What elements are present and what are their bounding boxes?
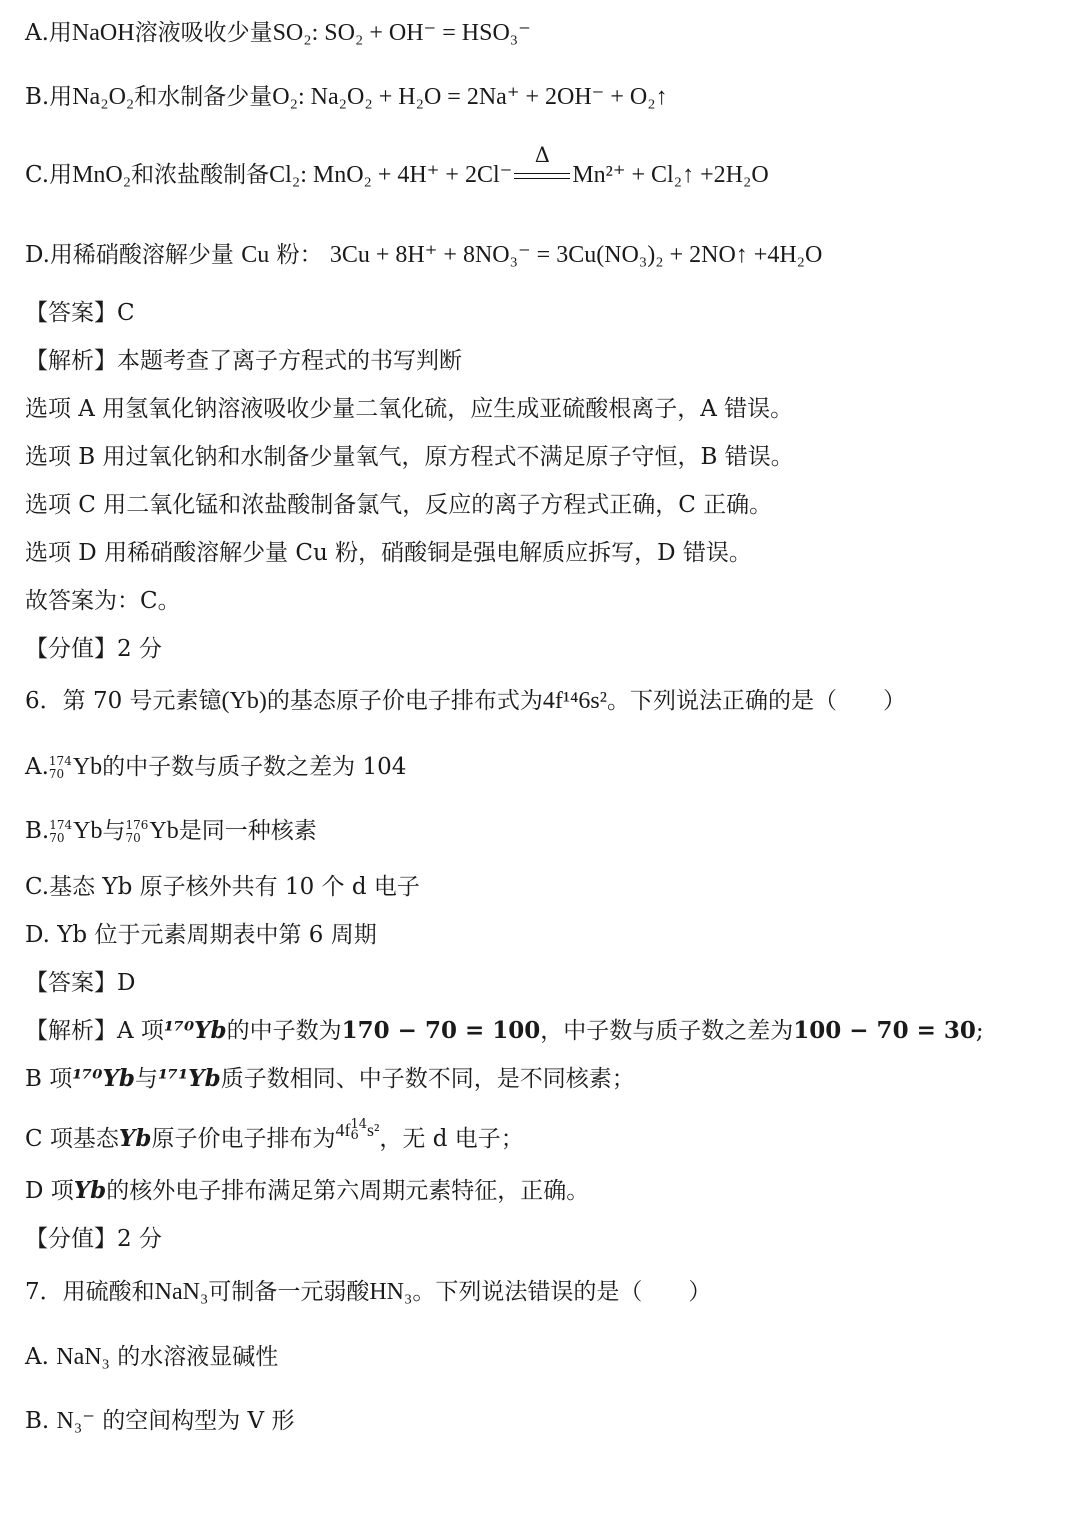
nuclide-notation: 176 70 [125,818,149,845]
q5-d-equation-rhs: 3Cu(NO₃)₂ + 2NO↑ +4H₂O [556,242,823,268]
q6-option-b: B. 174 70 Yb与 176 70 Yb是同一种核素 [25,818,317,845]
q5-analysis-title: 【解析】本题考查了离子方程式的书写判断 [25,348,462,374]
q6-answer: 【答案】D [25,970,136,996]
q6-analysis-a: 【解析】A 项¹⁷⁰Yb的中子数为170 − 70 = 100，中子数与质子数之差为100 − 70 = 30; [25,1017,984,1044]
q5-c-equation-rhs: Mn²⁺ + Cl₂↑ +2H₂O [572,162,769,188]
nuclide-notation: 174 70 [49,818,73,845]
nuclide-notation: 174 70 [48,754,72,781]
q5-analysis-line: 选项 D 用稀硝酸溶解少量 Cu 粉，硝酸铜是强电解质应拆写，D 错误。 [25,540,752,566]
q5-analysis-line: 选项 B 用过氧化钠和水制备少量氧气，原方程式不满足原子守恒，B 错误。 [25,444,794,470]
q5-b-equation-rhs: 2Na⁺ + 2OH⁻ + O₂↑ [466,84,668,110]
q7-stem: 7．用硫酸和NaN₃可制备一元弱酸HN₃。下列说法错误的是（ ） [25,1279,712,1305]
q6-option-c: C.基态 Yb 原子核外共有 10 个 d 电子 [25,874,420,900]
q6-score: 【分值】2 分 [25,1226,162,1252]
q5-c-equation-lhs: MnO₂ + 4H⁺ + 2Cl⁻ [312,162,513,188]
q6-option-d: D. Yb 位于元素周期表中第 6 周期 [25,922,377,948]
q6-option-a: A. 174 70 Yb的中子数与质子数之差为 104 [25,754,407,781]
q5-b-equation-lhs: Na₂O₂ + H₂O [310,84,442,110]
q6-analysis-d: D 项Yb的核外电子排布满足第六周期元素特征，正确。 [25,1177,590,1204]
electron-config-stack: 14 6 [350,1117,367,1143]
q5-a-equation-rhs: HSO₃⁻ [461,20,531,46]
q5-option-c: C.用MnO₂和浓盐酸制备Cl₂: MnO₂ + 4H⁺ + 2Cl⁻ Δ Mn²⁺ + Cl₂↑ +2H₂O [25,143,769,188]
q5-option-b: B.用Na₂O₂和水制备少量O₂: Na₂O₂ + H₂O = 2Na⁺ + 2OH⁻ + O₂↑ [25,84,668,110]
q7-option-b: B. N₃⁻ 的空间构型为 V 形 [25,1408,295,1434]
q6-analysis-c: C 项基态Yb原子价电子排布为$^{4f}$ 14 6 $^{s^2}$，无 d 电子； [25,1117,524,1152]
q6-analysis-b: B 项¹⁷⁰Yb与¹⁷¹Yb质子数相同、中子数不同，是不同核素； [25,1065,635,1092]
q5-analysis-line: 故答案为：C。 [25,588,181,614]
q6-stem: 6．第 70 号元素镱(Yb)的基态原子价电子排布式为4f¹⁴6s²。下列说法正确的是（ ） [25,688,906,714]
q5-analysis-line: 选项 C 用二氧化锰和浓盐酸制备氯气，反应的离子方程式正确，C 正确。 [25,492,773,518]
q5-score: 【分值】2 分 [25,636,162,662]
q7-option-a: A. NaN₃ 的水溶液显碱性 [25,1344,279,1370]
q5-a-equation-lhs: SO₂ + OH⁻ [324,20,437,46]
q5-analysis-line: 选项 A 用氢氧化钠溶液吸收少量二氧化硫，应生成亚硫酸根离子，A 错误。 [25,396,794,422]
q5-d-equation-lhs: 3Cu + 8H⁺ + 8NO₃⁻ [329,242,531,268]
q5-option-d: D.用稀硝酸溶解少量 Cu 粉： 3Cu + 8H⁺ + 8NO₃⁻ = 3Cu(NO₃)₂ + 2NO↑ +4H₂O [25,242,823,268]
q5-answer: 【答案】C [25,300,135,326]
heat-equals-sign: Δ [514,166,570,186]
q5-option-a: A.用NaOH溶液吸收少量SO₂: SO₂ + OH⁻ = HSO₃⁻ [25,20,531,46]
